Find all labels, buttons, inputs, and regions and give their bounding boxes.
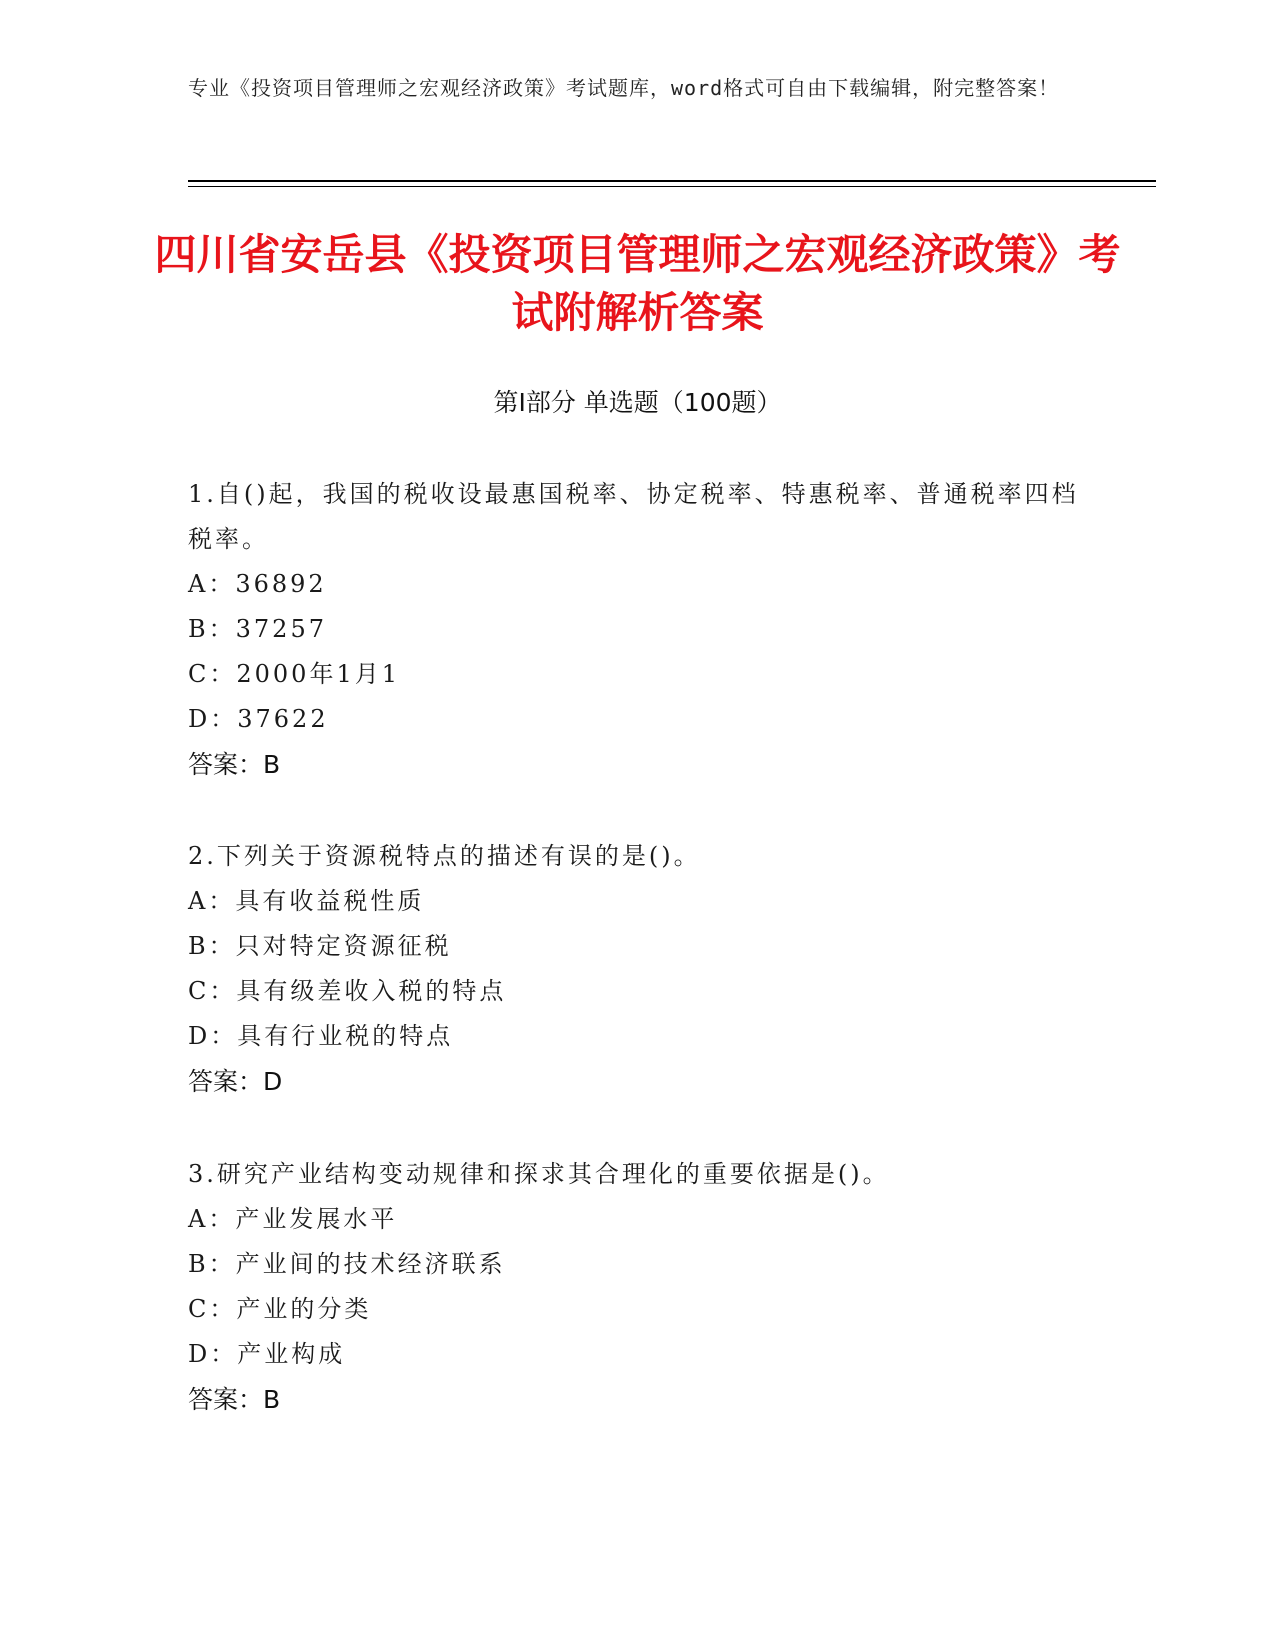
question-block [188,834,1088,1104]
option-c: C：2000年1月1 [188,660,400,688]
header-divider-thick [188,180,1156,182]
option-d: D：产业构成 [188,1340,346,1368]
answer-line: 答案：B [188,750,281,779]
question-stem: 2.下列关于资源税特点的描述有误的是()。 [188,842,701,870]
question-stem: 3.研究产业结构变动规律和探求其合理化的重要依据是()。 [188,1160,890,1188]
option-a: A：具有收益税性质 [188,887,425,915]
answer-line: 答案：B [188,1385,281,1414]
header-divider-thin [188,186,1156,187]
option-a: A：36892 [188,570,327,598]
header-note: 专业《投资项目管理师之宏观经济政策》考试题库，word格式可自由下载编辑，附完整答案！ [188,76,1060,100]
question-block [188,472,1088,787]
document-title: 四川省安岳县《投资项目管理师之宏观经济政策》考试附解析答案 [154,230,1121,337]
option-c: C：具有级差收入税的特点 [188,977,507,1005]
option-b: B：产业间的技术经济联系 [188,1250,506,1278]
option-b: B：37257 [188,615,327,643]
option-c: C：产业的分类 [188,1295,372,1323]
section-heading: 第I部分 单选题（100题） [493,388,782,417]
answer-line: 答案：D [188,1067,283,1096]
question-stem: 1.自()起，我国的税收设最惠国税率、协定税率、特惠税率、普通税率四档税率。 [188,480,1079,553]
option-a: A：产业发展水平 [188,1205,398,1233]
question-block [188,1152,1088,1422]
option-d: D：37622 [188,705,329,733]
option-d: D：具有行业税的特点 [188,1022,454,1050]
option-b: B：只对特定资源征税 [188,932,452,960]
